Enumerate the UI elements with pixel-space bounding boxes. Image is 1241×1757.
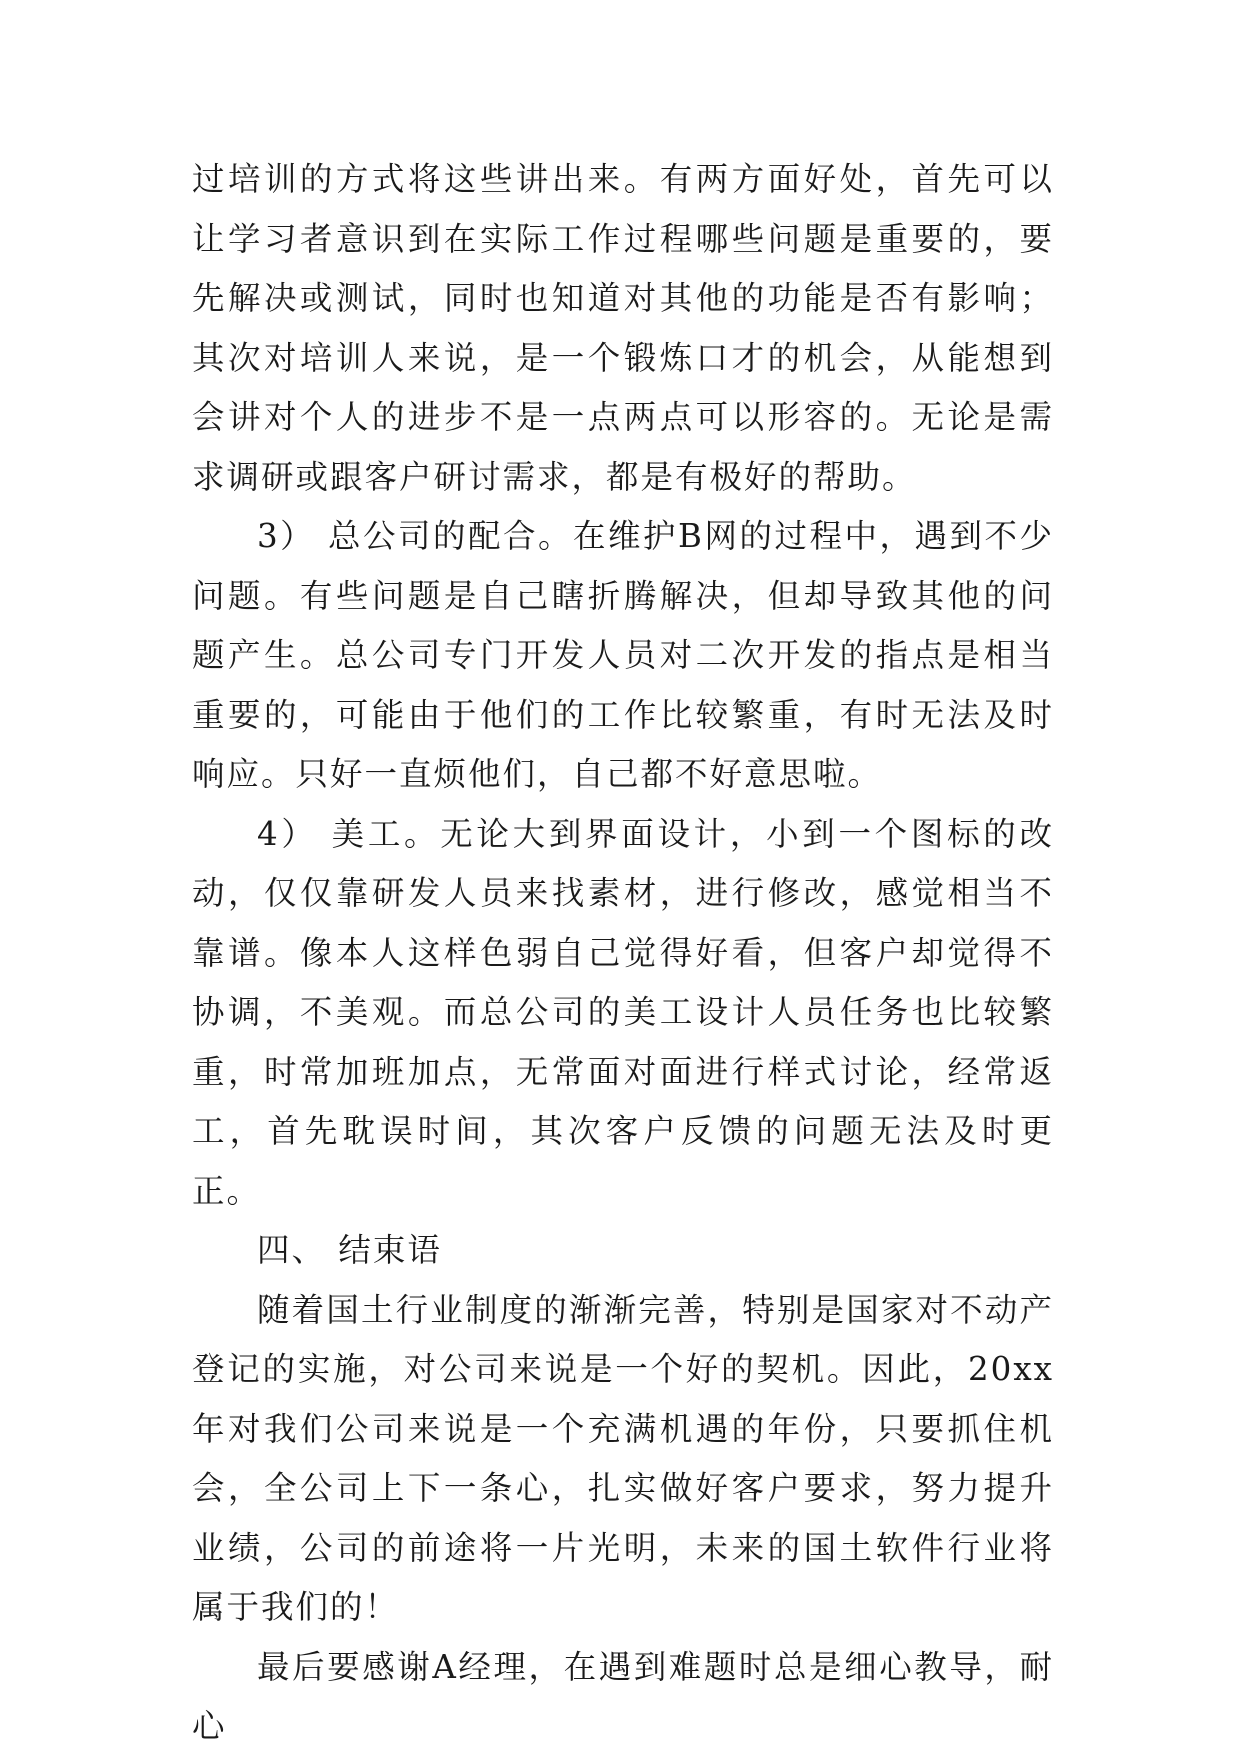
paragraph-training: 过培训的方式将这些讲出来。有两方面好处，首先可以让学习者意识到在实际工作过程哪些问题是重要的，要先解决或测试，同时也知道对其他的功能是否有影响；其次对培训人来说，是一个锻炼口才的机会，从能想到会讲对个人的进步不是一点两点可以形容的。无论是需求调研或跟客户研讨需求，都是有极好的帮助。 bbox=[192, 160, 1054, 496]
document-body bbox=[192, 150, 1054, 1757]
section-heading-conclusion: 四、 结束语 bbox=[257, 1231, 442, 1269]
paragraph-item-3: 3） 总公司的配合。在维护B网的过程中，遇到不少问题。有些问题是自己瞎折腾解决，但却导致其他的问题产生。总公司专门开发人员对二次开发的指点是相当重要的，可能由于他们的工作比较繁重，有时无法及时响应。只好一直烦他们，自己都不好意思啦。 bbox=[192, 517, 1054, 793]
paragraph-conclusion: 随着国土行业制度的渐渐完善，特别是国家对不动产登记的实施，对公司来说是一个好的契机。因此，20xx年对我们公司来说是一个充满机遇的年份，只要抓住机会，全公司上下一条心，扎实做好客户要求，努力提升业绩，公司的前途将一片光明，未来的国土软件行业将属于我们的！ bbox=[192, 1290, 1054, 1626]
paragraph-thanks: 最后要感谢A经理，在遇到难题时总是细心教导，耐心 bbox=[192, 1647, 1054, 1745]
paragraph-item-4: 4） 美工。无论大到界面设计，小到一个图标的改动，仅仅靠研发人员来找素材，进行修改，感觉相当不靠谱。像本人这样色弱自己觉得好看，但客户却觉得不协调，不美观。而总公司的美工设计人员任务也比较繁重，时常加班加点，无常面对面进行样式讨论，经常返工，首先耽误时间，其次客户反馈的问题无法及时更正。 bbox=[192, 814, 1054, 1210]
